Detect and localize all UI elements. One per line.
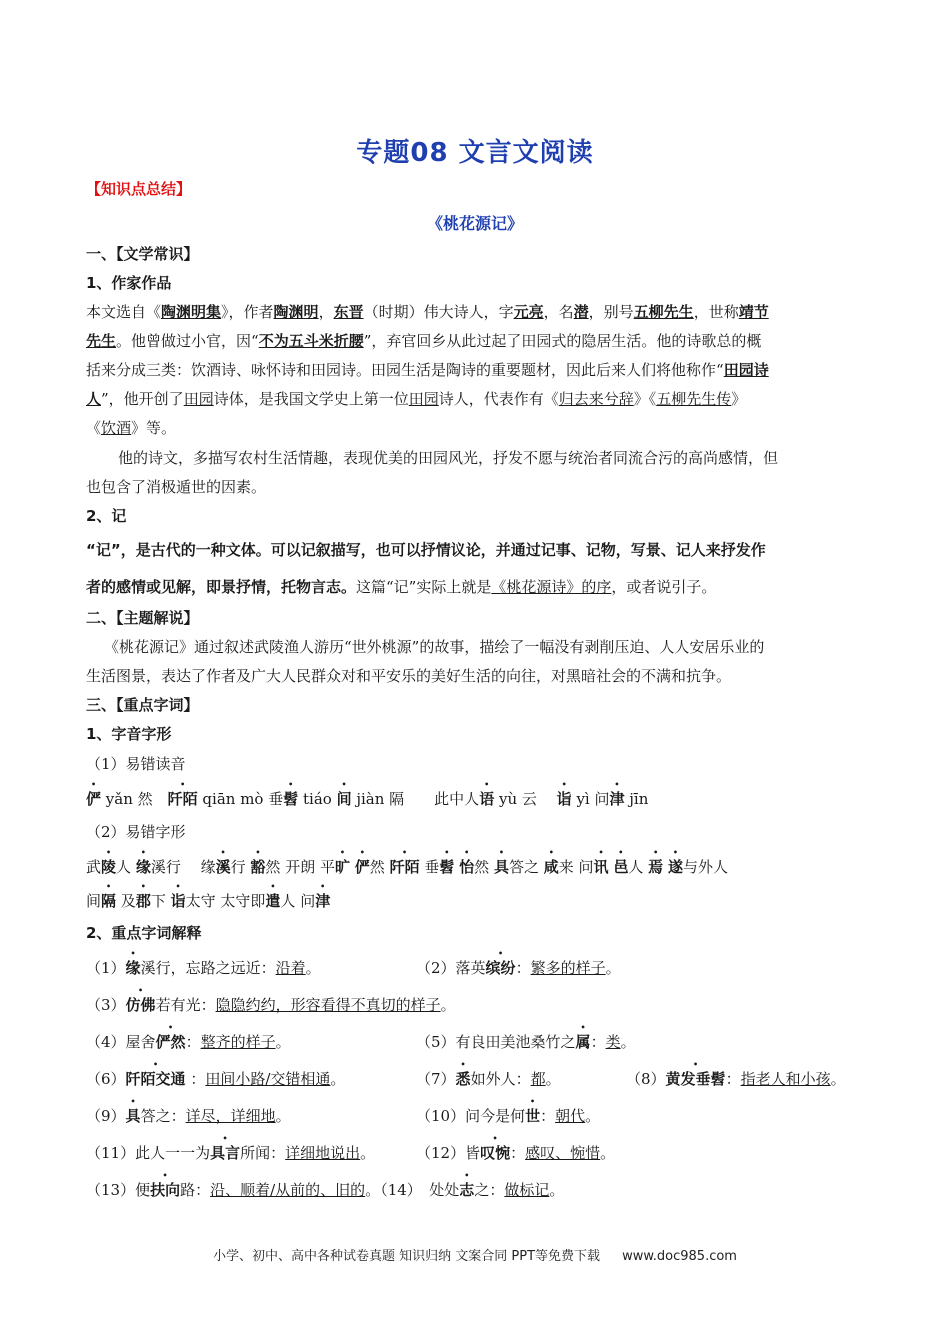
author-paragraph-line-4: 人”，他开创了田园诗体，是我国文学史上第一位田园诗人，代表作有《归去来兮辞》《五柳先生传》 [86,390,747,408]
key-term: 不为五斗米折腰 [258,332,364,350]
ji-paragraph-line-1: “记”，是古代的一种文体。可以记叙描写，也可以抒情议论，并通过记事、记物，写景、记人来抒发作 [86,541,766,559]
vocab-item: （3）仿佛若有光：隐隐约约，形容看得不真切的样子。 [86,996,456,1014]
poetry-paragraph-line-1: 他的诗文，多描写农村生活情趣，表现优美的田园风光，抒发不愿与统治者同流合污的高尚感情，但 [118,449,779,467]
theme-paragraph-line-1: 《桃花源记》通过叙述武陵渔人游历“世外桃源”的故事，描绘了一幅没有剥削压迫、人人安居乐业的 [104,638,765,656]
author-paragraph-line-5: 《饮酒》等。 [86,419,177,437]
author-paragraph-line-2: 先生。他曾做过小官，因“不为五斗米折腰”，弃官回乡从此过起了田园式的隐居生活。他的诗歌总的概 [86,332,762,350]
key-term: 五柳先生 [633,303,694,321]
pronunciation-list: 俨 yǎn 然 阡陌 qiān mò 垂髫 tiáo 间 jiàn 隔 此中人语 yù 云 诣 yì 问津 jīn [86,790,649,808]
author-paragraph-line-3: 括来分成三类：饮酒诗、咏怀诗和田园诗。田园生活是陶诗的重要题材，因此后来人们将他称作“田园诗 [86,361,769,379]
subheading-vocabulary: 2、重点字词解释 [86,924,202,942]
vocab-item: （13）便扶向路：沿、顺着/从前的、旧的。 [86,1181,381,1199]
vocab-row [86,1032,866,1052]
poetry-paragraph-line-2: 也包含了消极遁世的因素。 [86,478,267,496]
author-paragraph-line-1: 本文选自《陶渊明集》，作者陶渊明，东晋（时期）伟大诗人，字元亮，名潜，别号五柳先生，世称靖节 [86,303,769,321]
section-heading-3: 三、【重点字词】 [86,696,199,714]
vocab-item: （5）有良田美池桑竹之属：类。 [416,1033,636,1051]
vocab-row [86,995,866,1015]
key-term: 靖节 [738,303,769,321]
vocab-item: （1）缘溪行，忘路之远近：沿着。 [86,959,321,977]
key-term: 田园诗 [723,361,769,379]
section-heading-2: 二、【主题解说】 [86,609,199,627]
form-label: （2）易错字形 [86,823,186,841]
vocab-item: （2）落英缤纷：繁多的样子。 [416,959,621,977]
ji-paragraph-line-2: 者的感情或见解，即景抒情，托物言志。这篇“记”实际上就是《桃花源诗》的序，或者说引子。 [86,578,717,596]
subheading-ji: 2、记 [86,507,127,525]
subheading-author: 1、作家作品 [86,274,172,292]
vocab-row [86,958,866,978]
vocab-item: （8）黄发垂髫：指老人和小孩。 [626,1070,846,1088]
section-tag: 【知识点总结】 [86,180,192,198]
vocab-item: （4）屋舍俨然：整齐的样子。 [86,1033,291,1051]
vocab-item: （14） 处处志之：做标记。 [380,1181,565,1199]
key-term: 元亮 [513,303,544,321]
vocab-item: （12）皆叹惋：感叹、惋惜。 [416,1144,616,1162]
vocab-item: （6）阡陌交通 ：田间小路/交错相通。 [86,1070,346,1088]
page-footer [0,1245,950,1264]
vocab-item: （7）悉如外人：都。 [416,1070,561,1088]
key-term: 陶渊明 [273,303,319,321]
vocab-item: （9）具答之：详尽，详细地。 [86,1107,291,1125]
footer-url[interactable]: www.doc985.com [622,1249,737,1264]
pronunciation-label: （1）易错读音 [86,755,186,773]
vocab-row [86,1180,866,1200]
form-list-line-2: 间隔 及郡下 诣太守 太守即遣人 问津 [86,892,331,910]
vocab-row [86,1069,866,1089]
key-term: 潜 [573,303,589,321]
vocab-row [86,1106,866,1126]
key-term: 陶渊明集 [161,303,222,321]
section-heading-1: 一、【文学常识】 [86,245,199,263]
vocab-item: （10）问今是何世：朝代。 [416,1107,601,1125]
vocab-item: （11）此人一一为具言所闻：详细地说出。 [86,1144,376,1162]
page-title: 专题08 文言文阅读 [356,138,594,168]
footer-text: 小学、初中、高中各种试卷真题 知识归纳 文案合同 PPT等免费下载 [213,1249,601,1264]
form-list-line-1: 武陵人 缘溪行 缘溪行 豁然 开朗 平旷 俨然 阡陌 垂髫 怡然 具答之 咸来 问讯 邑人 焉 遂与外人 [86,858,728,876]
article-title: 《桃花源记》 [426,214,523,233]
subheading-pronunciation: 1、字音字形 [86,725,172,743]
theme-paragraph-line-2: 生活图景，表达了作者及广大人民群众对和平安乐的美好生活的向往，对黑暗社会的不满和抗争。 [86,667,732,685]
key-term: 人 [86,390,102,408]
key-term: 先生 [86,332,117,350]
key-term: 东晋 [333,303,364,321]
vocab-row [86,1143,866,1163]
